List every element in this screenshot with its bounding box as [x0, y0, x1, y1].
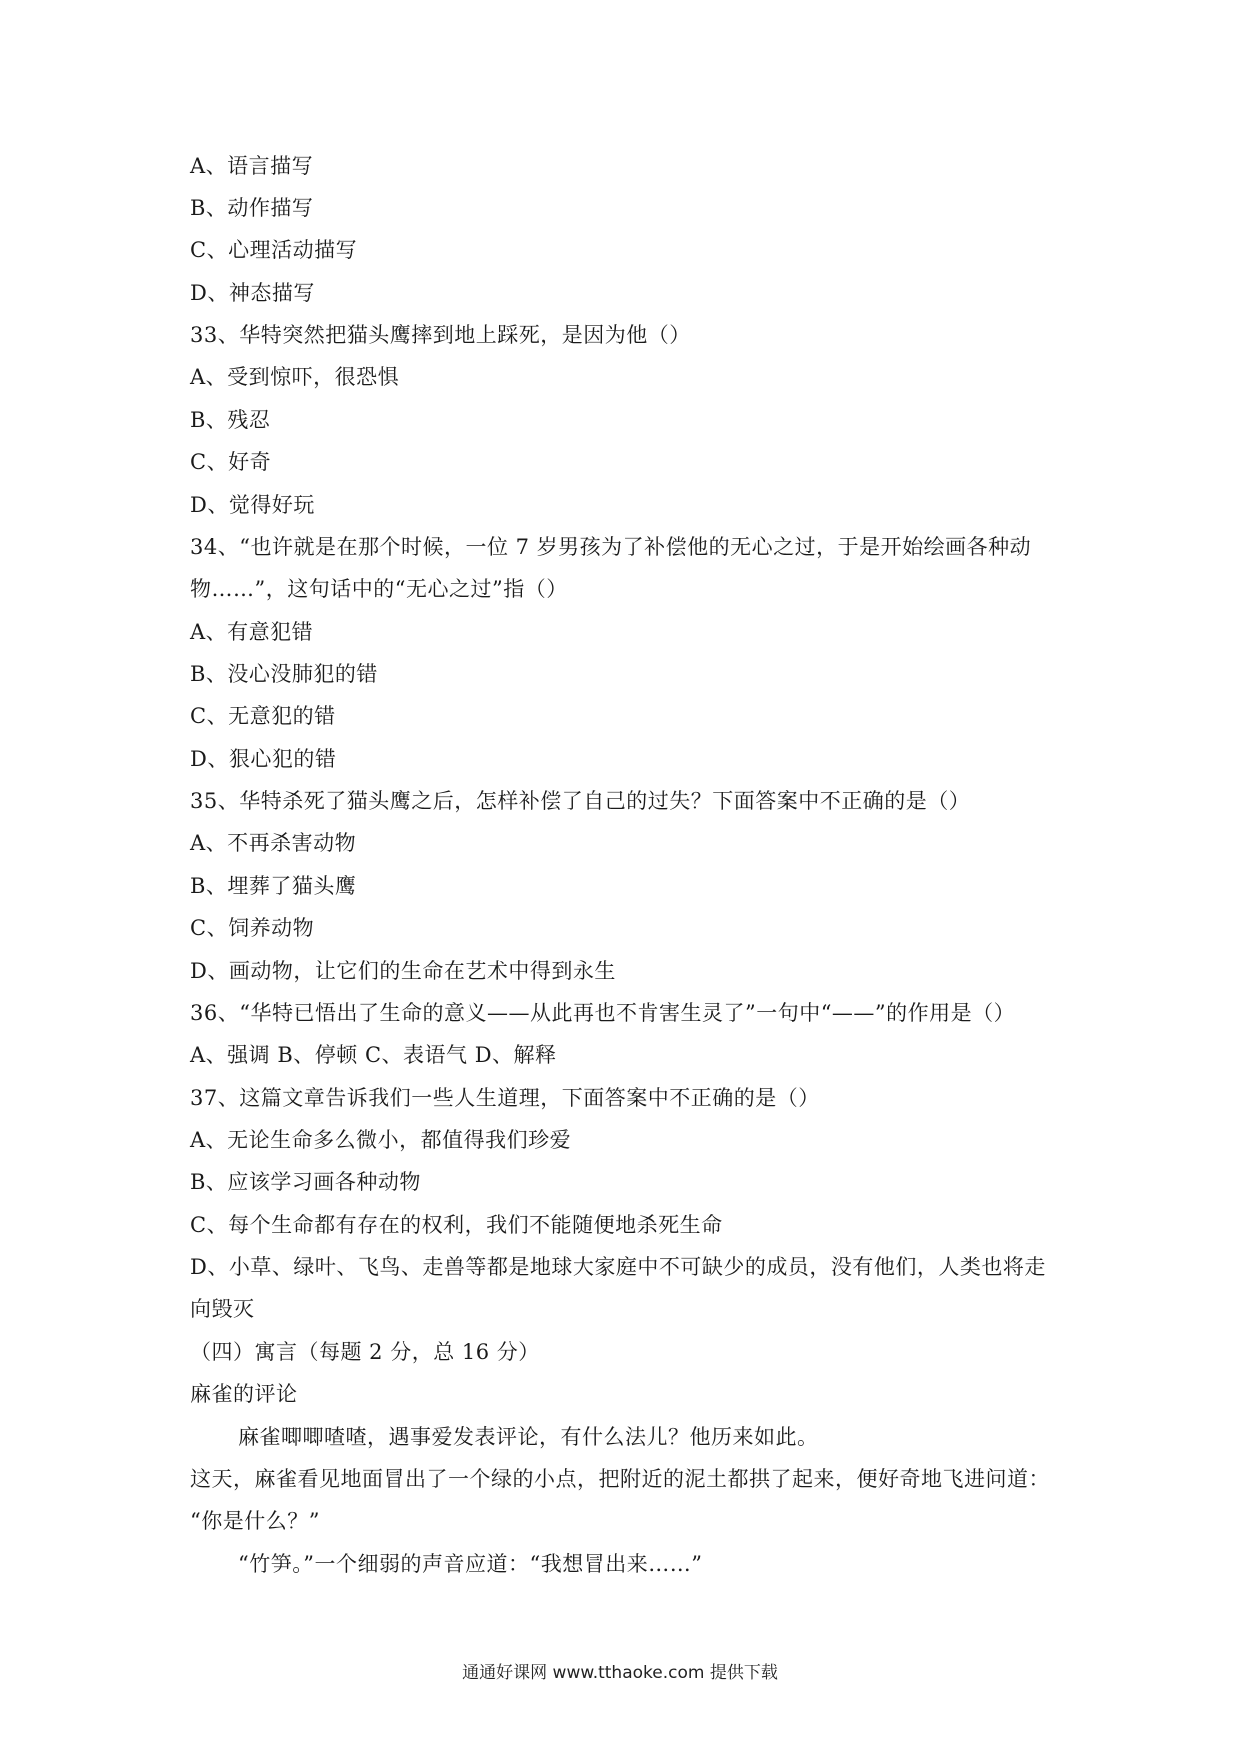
- question-33: 33、华特突然把猫头鹰摔到地上踩死，是因为他（）: [190, 323, 691, 347]
- option-a-q37: A、无论生命多么微小，都值得我们珍爱: [190, 1128, 572, 1152]
- option-b-q33: B、残忍: [190, 408, 271, 432]
- question-34: 34、“也许就是在那个时候，一位 7 岁男孩为了补偿他的无心之过，于是开始绘画各种动: [190, 535, 1032, 559]
- option-a-q32: A、语言描写: [190, 154, 314, 178]
- question-35: 35、华特杀死了猫头鹰之后，怎样补偿了自己的过失？下面答案中不正确的是（）: [190, 789, 971, 813]
- option-c-q37: C、每个生命都有存在的权利，我们不能随便地杀死生命: [190, 1213, 723, 1237]
- option-b-q37: B、应该学习画各种动物: [190, 1170, 421, 1194]
- fable-title: 麻雀的评论: [190, 1382, 298, 1406]
- fable-paragraph-2: 这天，麻雀看见地面冒出了一个绿的小点，把附近的泥土都拱了起来，便好奇地飞进问道：: [190, 1467, 1050, 1491]
- fable-paragraph-1: 麻雀唧唧喳喳，遇事爱发表评论，有什么法儿？他历来如此。: [238, 1425, 819, 1449]
- fable-paragraph-3: “竹笋。”一个细弱的声音应道：“我想冒出来……”: [238, 1552, 703, 1576]
- question-37: 37、这篇文章告诉我们一些人生道理，下面答案中不正确的是（）: [190, 1086, 820, 1110]
- option-a-q35: A、不再杀害动物: [190, 831, 357, 855]
- fable-paragraph-2-continued: “你是什么？”: [190, 1509, 320, 1533]
- option-a-q33: A、受到惊吓，很恐惧: [190, 365, 400, 389]
- option-b-q32: B、动作描写: [190, 196, 314, 220]
- option-c-q35: C、饲养动物: [190, 916, 315, 940]
- question-36: 36、“华特已悟出了生命的意义——从此再也不肯害生灵了”一句中“——”的作用是（）: [190, 1001, 1016, 1025]
- option-d-q37: D、小草、绿叶、飞鸟、走兽等都是地球大家庭中不可缺少的成员，没有他们，人类也将走: [190, 1255, 1046, 1279]
- option-b-q34: B、没心没肺犯的错: [190, 662, 378, 686]
- option-c-q33: C、好奇: [190, 450, 272, 474]
- section-heading: （四）寓言（每题 2 分，总 16 分）: [190, 1340, 540, 1364]
- option-b-q35: B、埋葬了猫头鹰: [190, 874, 357, 898]
- options-q36: A、强调 B、停顿 C、表语气 D、解释: [190, 1043, 557, 1067]
- option-c-q32: C、心理活动描写: [190, 238, 358, 262]
- option-d-q32: D、神态描写: [190, 281, 315, 305]
- option-a-q34: A、有意犯错: [190, 620, 314, 644]
- question-34-continued: 物……”，这句话中的“无心之过”指（）: [190, 577, 568, 601]
- option-d-q34: D、狠心犯的错: [190, 747, 337, 771]
- option-d-q37-continued: 向毁灭: [190, 1297, 255, 1321]
- option-d-q33: D、觉得好玩: [190, 493, 315, 517]
- footer-source: 通通好课网 www.tthaoke.com 提供下载: [462, 1663, 778, 1683]
- option-d-q35: D、画动物，让它们的生命在艺术中得到永生: [190, 959, 616, 983]
- option-c-q34: C、无意犯的错: [190, 704, 336, 728]
